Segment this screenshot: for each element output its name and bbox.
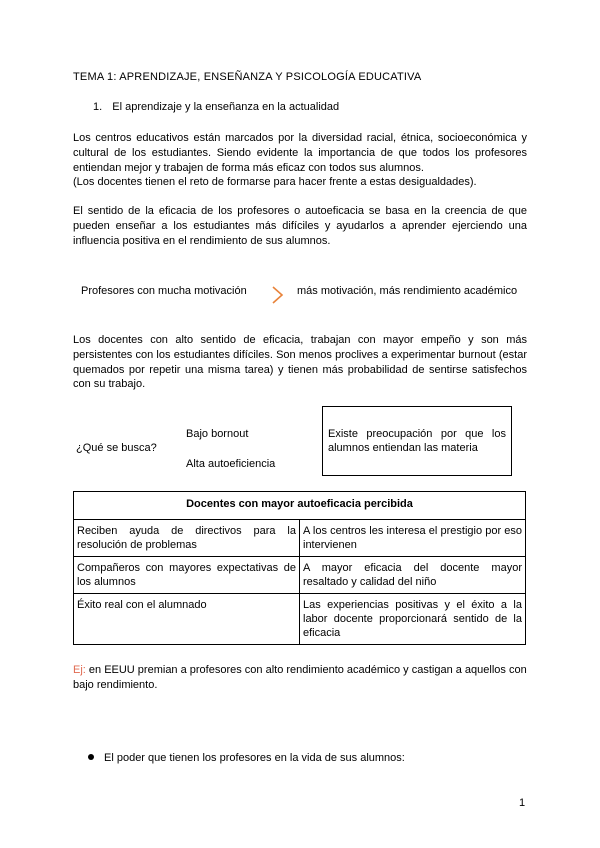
table-cell: Éxito real con el alumnado [74, 594, 300, 645]
table-row [74, 557, 526, 594]
question-label: ¿Qué se busca? [76, 442, 157, 454]
bullet-dot-icon [88, 754, 94, 760]
goal-low-burnout: Bajo bornout [186, 428, 249, 440]
paragraph-burnout: Los docentes con alto sentido de eficacia, trabajan con mayor empeño y son más persistentes con los estudiantes difíciles. Son menos proclives a experimentar burnout (estar quemados por repetir una misma tarea) y tienen más probabilidad de sentirse satisfechos con su trabajo. [73, 334, 527, 391]
bullet-text: El poder que tienen los profesores en la vida de sus alumnos: [104, 752, 405, 764]
example-text: en EEUU premian a profesores con alto rendimiento académico y castigan a aquellos con bajo rendimiento. [73, 664, 527, 691]
goal-high-self-efficacy: Alta autoeficiencia [186, 458, 276, 470]
table-header: Docentes con mayor autoeficacia percibida [74, 492, 526, 520]
flow-cause: Profesores con mucha motivación [81, 285, 247, 297]
table-cell: Las experiencias positivas y el éxito a la labor docente proporcionará sentido de la eficacia [300, 594, 526, 645]
paragraph-diversity-note: (Los docentes tienen el reto de formarse para hacer frente a estas desigualdades). [73, 176, 477, 189]
chevron-right-icon [268, 284, 288, 306]
example-paragraph [73, 663, 527, 693]
table-row [74, 520, 526, 557]
section-number: 1. [93, 101, 103, 113]
document-title: TEMA 1: APRENDIZAJE, ENSEÑANZA Y PSICOLOGÍA EDUCATIVA [73, 71, 422, 83]
paragraph-diversity-main: Los centros educativos están marcados por la diversidad racial, étnica, socioeconómica y cultural de los estudiantes. Siendo evidente la importancia de que todos los profesores entiendan mejor y trabajen de forma más eficaz con todos sus alumnos. [73, 132, 527, 174]
table-cell: Reciben ayuda de directivos para la resolución de problemas [74, 520, 300, 557]
page-number: 1 [519, 797, 526, 809]
flow-effect: más motivación, más rendimiento académico [297, 285, 518, 297]
chevron-right-stroke [273, 287, 282, 303]
paragraph-diversity [73, 131, 527, 190]
paragraph-self-efficacy: El sentido de la eficacia de los profesores o autoeficacia se basa en la creencia de que pueden enseñar a los estudiantes más difíciles y ayudarlos a aprender ejerciendo una influencia positiva en el rendimiento de sus alumnos. [73, 205, 527, 247]
section-title: El aprendizaje y la enseñanza en la actualidad [112, 101, 340, 113]
concern-box: Existe preocupación por que los alumnos entiendan las materia [322, 406, 512, 476]
table-cell: A los centros les interesa el prestigio por eso intervienen [300, 520, 526, 557]
bullet-item [88, 752, 405, 764]
section-heading [93, 101, 339, 113]
table-cell: A mayor eficacia del docente mayor resaltado y calidad del niño [300, 557, 526, 594]
table-header-row [74, 492, 526, 520]
example-label: Ej: [73, 664, 86, 676]
self-efficacy-table [73, 491, 526, 645]
table-cell: Compañeros con mayores expectativas de los alumnos [74, 557, 300, 594]
table-row [74, 594, 526, 645]
